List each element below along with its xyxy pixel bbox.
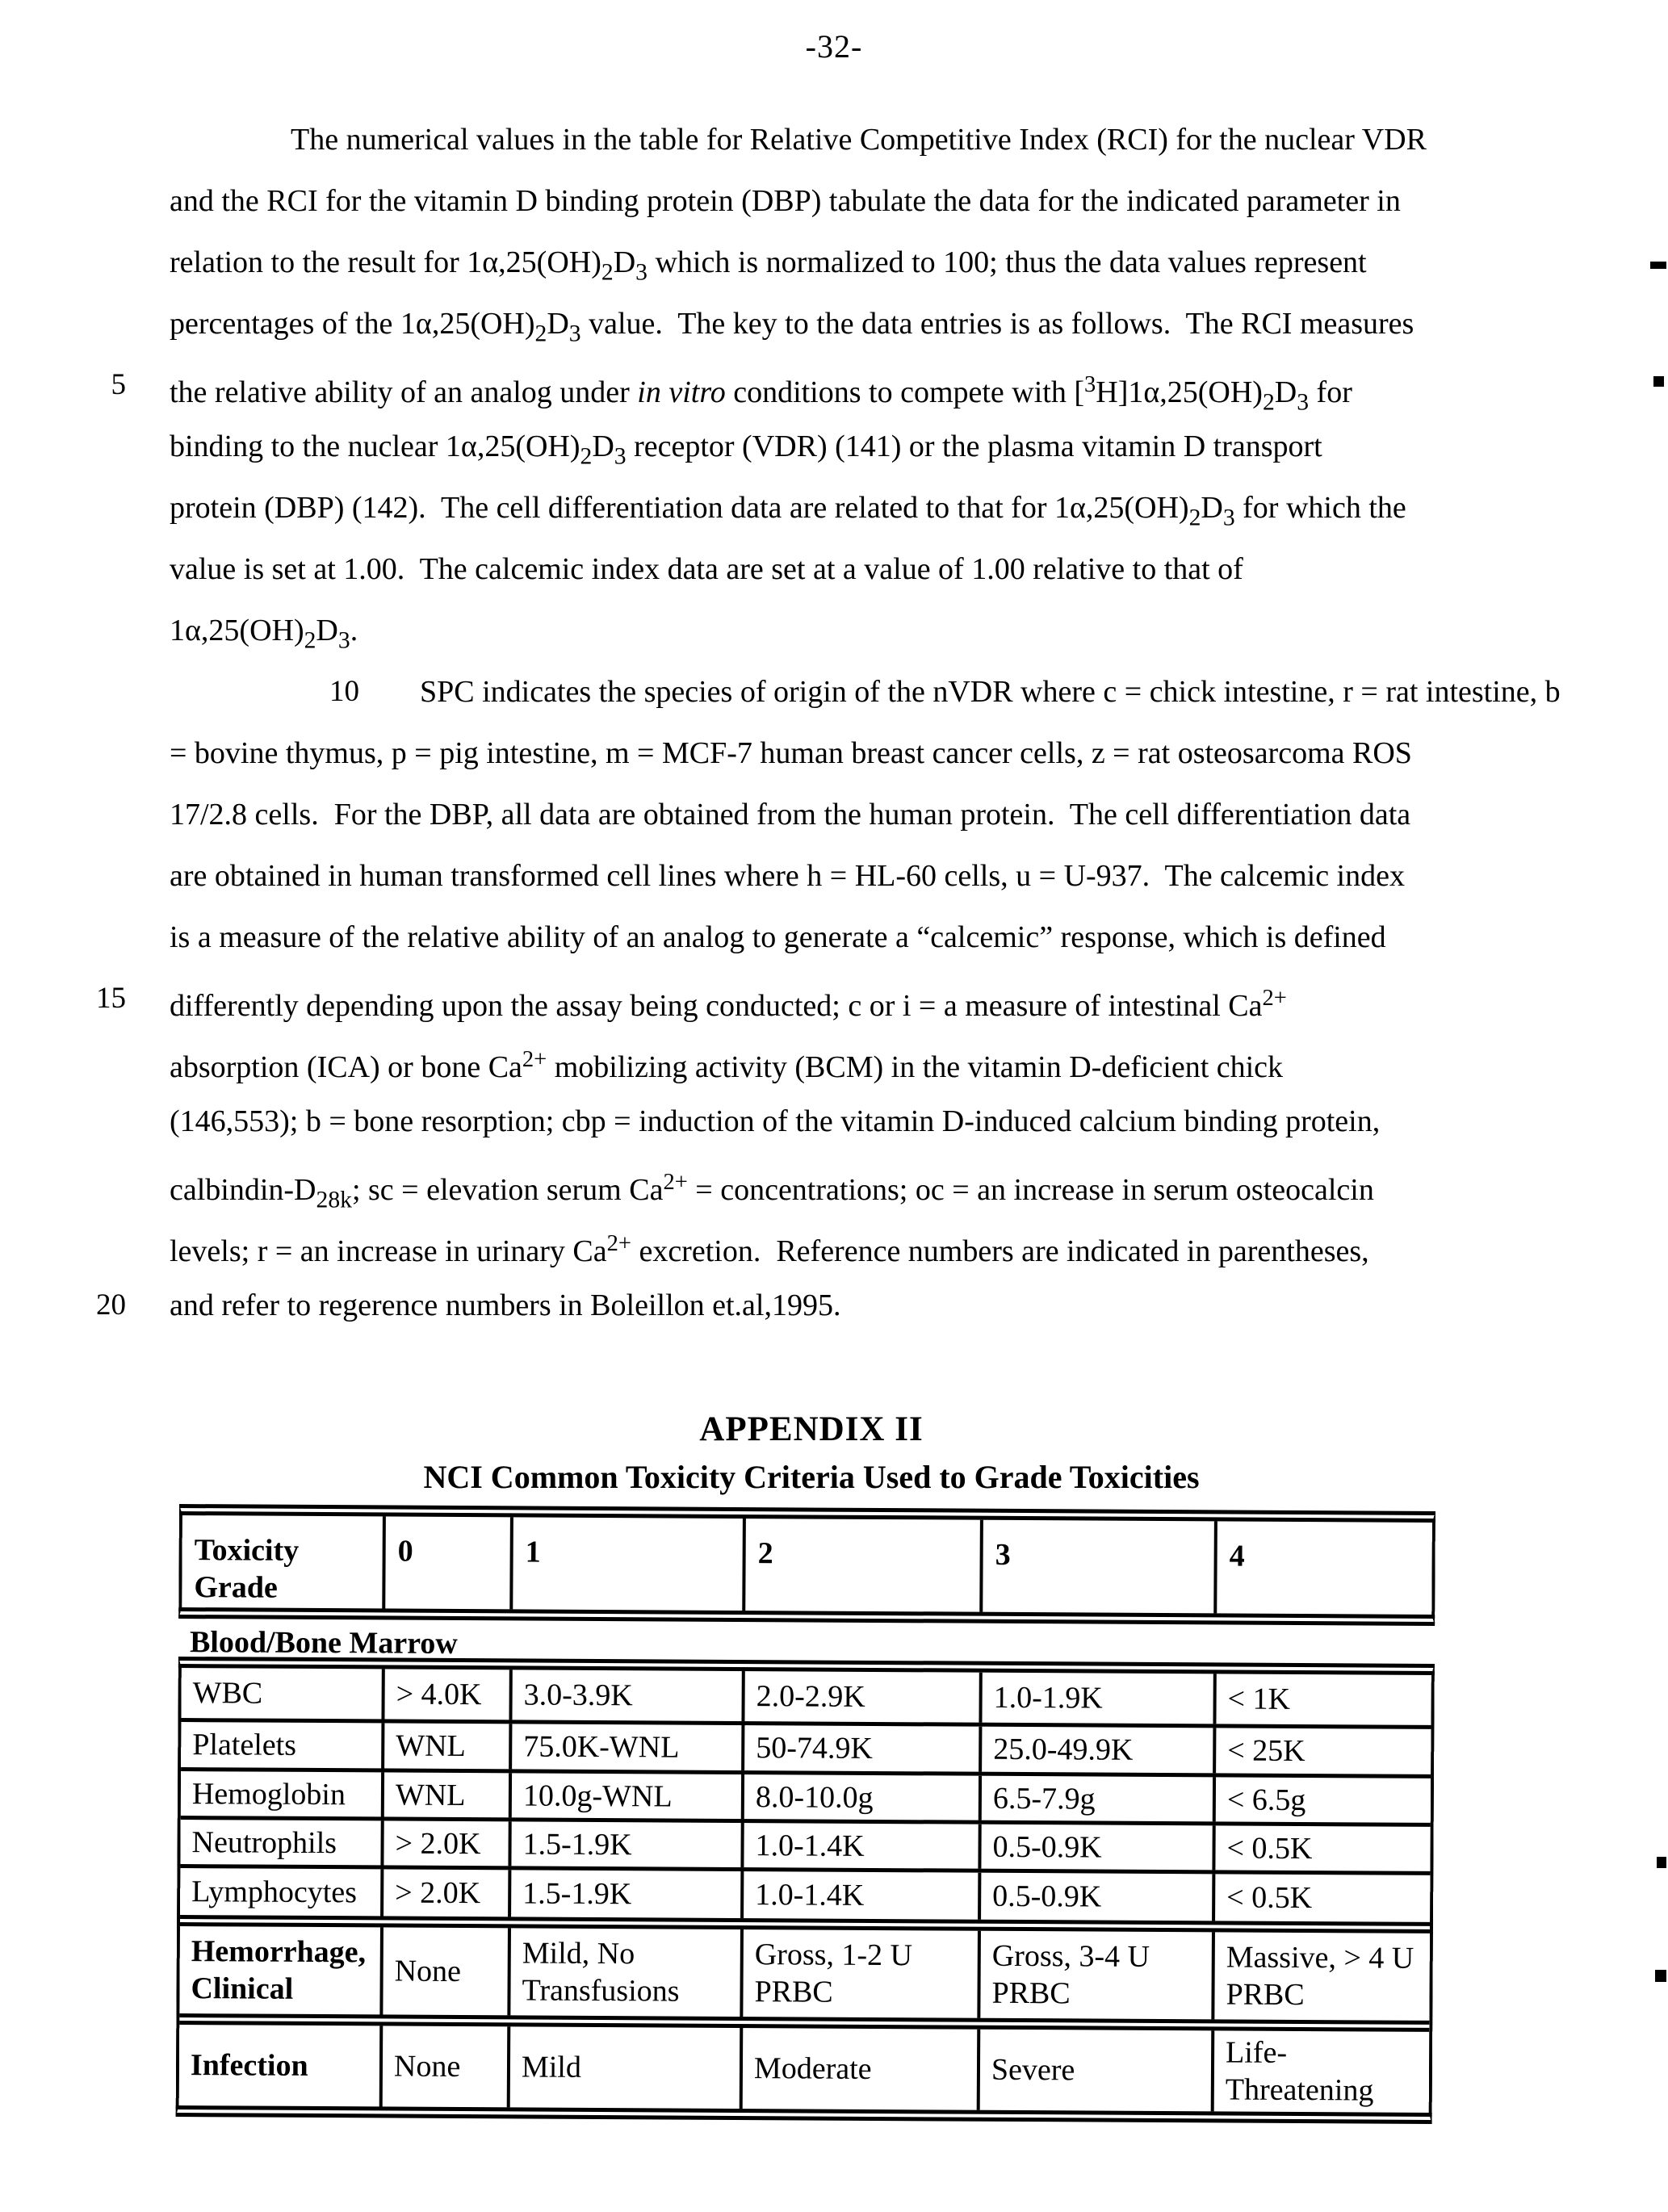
table-cell: 3.0-3.9K	[509, 1669, 741, 1721]
table-row	[181, 1767, 1431, 1823]
text-segment: protein (DBP) (142). The cell differentiation data are related to that for 1α,25(OH)	[170, 491, 1189, 525]
section-label-blood-bone-marrow: Blood/Bone Marrow	[189, 1625, 458, 1661]
table-cell: 1.5-1.9K	[508, 1821, 740, 1867]
text-segment: calbindin-D	[170, 1172, 316, 1207]
table-cell: 1.5-1.9K	[508, 1870, 740, 1918]
text-segment: the relative ability of an analog under	[170, 375, 638, 409]
margin-line-number: 20	[96, 1288, 126, 1322]
grade-header-cell: 3	[979, 1520, 1214, 1614]
scan-artifact	[1657, 1857, 1666, 1868]
table-cell: Massive, > 4 U PRBC	[1211, 1932, 1430, 2021]
table-cell: Life-Threatening	[1211, 2030, 1430, 2113]
table-cell: < 25K	[1213, 1728, 1431, 1774]
table-cell: < 1K	[1213, 1674, 1431, 1725]
body-line	[170, 426, 1461, 488]
margin-line-number: 10	[329, 675, 359, 708]
table-cell: > 2.0K	[380, 1820, 508, 1866]
text-segment: D	[316, 614, 338, 647]
table-cell: 75.0K-WNL	[509, 1724, 741, 1770]
table-cell: 0.5-0.9K	[978, 1824, 1212, 1871]
text-segment: binding to the nuclear 1α,25(OH)	[170, 429, 580, 463]
table-cell: < 0.5K	[1212, 1825, 1430, 1871]
table-cell: 1.0-1.4K	[740, 1823, 978, 1869]
grade-header-cell: 2	[742, 1519, 980, 1612]
text-segment: and refer to regerence numbers in Boleillon et.al,1995.	[170, 1288, 841, 1322]
body-line	[170, 242, 1461, 304]
text-segment: 2+	[663, 1170, 688, 1195]
table-cell: None	[379, 1927, 508, 2015]
body-line	[170, 733, 1461, 794]
text-segment: 2	[304, 627, 316, 654]
table-cell: 1.0-1.4K	[740, 1871, 978, 1920]
body-line	[170, 856, 1461, 917]
grade-header-cell: 4	[1213, 1521, 1432, 1615]
body-line	[170, 181, 1461, 242]
table-cell: Severe	[977, 2030, 1212, 2112]
scan-artifact	[1653, 376, 1664, 387]
text-segment: 3	[614, 443, 627, 470]
row-label-cell: WBC	[192, 1676, 263, 1711]
text-segment: SPC indicates the species of origin of the nVDR where c = chick intestine, r = rat intestine, b	[420, 675, 1561, 709]
text-segment: 2+	[522, 1047, 547, 1072]
text-segment: The numerical values in the table for Relative Competitive Index (RCI) for the nuclear VDR	[291, 123, 1427, 157]
text-segment: differently depending upon the assay being conducted; c or i = a measure of intestinal Ca	[170, 988, 1263, 1023]
text-segment: conditions to compete with [	[725, 375, 1085, 409]
body-line	[170, 304, 1461, 365]
text-segment: 2	[1262, 389, 1275, 416]
text-segment: 2+	[1262, 986, 1287, 1011]
text-segment: 3	[1297, 389, 1310, 416]
body-line	[170, 549, 1461, 610]
text-segment: excretion. Reference numbers are indicated in parentheses,	[631, 1234, 1369, 1268]
table-row	[179, 1915, 1430, 2021]
text-segment: D	[547, 307, 569, 341]
row-label-cell: Lymphocytes	[191, 1875, 358, 1910]
text-segment: 17/2.8 cells. For the DBP, all data are obtained from the human protein. The cell differentiation data	[170, 798, 1411, 832]
table-cell: None	[379, 2026, 508, 2107]
body-line	[170, 1163, 1461, 1224]
text-segment: 3	[337, 627, 350, 654]
body-line	[111, 365, 1461, 426]
grade-header-cell: 0	[382, 1516, 510, 1609]
text-segment: is a measure of the relative ability of an analog to generate a “calcemic” response, which is defined	[170, 920, 1386, 954]
toxicity-grade-header	[178, 1504, 1435, 1626]
text-segment: which is normalized to 100; thus the data values represent	[647, 245, 1367, 279]
text-segment: D	[1274, 375, 1297, 409]
table-cell: < 0.5K	[1212, 1874, 1430, 1922]
text-segment: relation to the result for 1α,25(OH)	[170, 245, 601, 279]
text-segment: D	[613, 245, 636, 279]
appendix-subtitle: NCI Common Toxicity Criteria Used to Grade Toxicities	[423, 1459, 1200, 1495]
text-segment: 2	[580, 443, 593, 470]
text-segment: H]1α,25(OH)	[1096, 375, 1263, 409]
text-segment: absorption (ICA) or bone Ca	[170, 1049, 522, 1084]
body-line	[170, 1224, 1461, 1285]
body-line	[170, 1101, 1461, 1163]
table-cell: 2.0-2.9K	[741, 1671, 979, 1723]
text-segment: for	[1309, 375, 1352, 409]
text-segment: ; sc = elevation serum Ca	[351, 1172, 664, 1207]
text-segment: (146,553); b = bone resorption; cbp = induction of the vitamin D-induced calcium binding protein,	[170, 1104, 1381, 1138]
table-cell: 6.5-7.9g	[979, 1776, 1213, 1822]
table-cell: 50-74.9K	[741, 1725, 979, 1772]
body-line	[170, 794, 1461, 856]
toxicity-table	[176, 1504, 1435, 2124]
text-segment: levels; r = an increase in urinary Ca	[170, 1234, 607, 1268]
toxicity-grade-label: Toxicity Grade	[194, 1533, 300, 1605]
text-segment: and the RCI for the vitamin D binding protein (DBP) tabulate the data for the indicated parameter in	[170, 184, 1401, 218]
text-segment: are obtained in human transformed cell lines where h = HL-60 cells, u = U-937. The calcemic index	[170, 859, 1405, 893]
body-line	[170, 1040, 1461, 1101]
table-cell: Mild	[507, 2026, 740, 2109]
body-line	[170, 488, 1461, 549]
table-row	[181, 1718, 1431, 1774]
body-text	[96, 119, 1561, 1347]
table-cell: > 4.0K	[381, 1669, 509, 1720]
text-segment: percentages of the 1α,25(OH)	[170, 307, 535, 341]
table-cell: Mild, No Transfusions	[507, 1928, 740, 2017]
table-cell: Gross, 3-4 U PRBC	[977, 1931, 1212, 2020]
text-segment: mobilizing activity (BCM) in the vitamin D-deficient chick	[547, 1049, 1284, 1084]
table-row	[179, 2013, 1430, 2113]
table-cell: Moderate	[740, 2028, 978, 2110]
table-cell: 8.0-10.0g	[741, 1774, 979, 1820]
table-cell: Gross, 1-2 U PRBC	[740, 1929, 978, 2018]
text-segment: 1α,25(OH)	[170, 614, 304, 647]
text-segment: 3	[568, 320, 581, 347]
margin-line-number: 5	[111, 368, 126, 401]
text-segment: 2	[601, 259, 614, 286]
text-segment: in vitro	[637, 375, 726, 409]
text-segment: 2	[1188, 505, 1201, 531]
margin-line-number: 15	[96, 982, 126, 1015]
text-segment: = concentrations; oc = an increase in serum osteocalcin	[687, 1172, 1374, 1207]
text-segment: 3	[1222, 505, 1235, 531]
text-segment: receptor (VDR) (141) or the plasma vitamin D transport	[626, 429, 1322, 463]
text-segment: 3	[635, 259, 648, 286]
text-segment: D	[1201, 491, 1223, 525]
body-line	[96, 978, 1461, 1040]
body-line	[170, 917, 1461, 978]
text-segment: value. The key to the data entries is as follows. The RCI measures	[580, 307, 1414, 341]
table-cell: WNL	[381, 1772, 509, 1817]
text-segment: 2	[534, 320, 547, 347]
row-label-cell: Hemoglobin	[191, 1776, 346, 1812]
table-cell: 0.5-0.9K	[978, 1873, 1212, 1921]
table-row	[180, 1816, 1430, 1871]
table-cell: 25.0-49.9K	[979, 1727, 1213, 1774]
text-segment: for which the	[1234, 491, 1406, 525]
scan-artifact	[1650, 262, 1666, 269]
table-cell: > 2.0K	[380, 1869, 508, 1917]
table-cell: 10.0g-WNL	[509, 1773, 741, 1819]
table-cell: < 6.5g	[1213, 1777, 1431, 1823]
text-segment: 3	[1084, 372, 1096, 397]
text-segment: D	[592, 429, 614, 463]
row-label-cell: Platelets	[192, 1728, 297, 1762]
body-line	[170, 610, 1461, 672]
page-number: -32-	[805, 28, 863, 65]
text-segment: 28k	[316, 1187, 352, 1213]
body-line	[96, 1285, 1461, 1347]
scan-artifact	[1655, 1970, 1666, 1982]
grade-header-cell: 1	[509, 1517, 743, 1611]
table-cell: WNL	[381, 1723, 509, 1769]
table-row	[180, 1864, 1430, 1922]
text-segment: value is set at 1.00. The calcemic index data are set at a value of 1.00 relative to that of	[170, 552, 1243, 586]
text-segment: .	[350, 614, 358, 647]
row-label-cell: Hemorrhage, Clinical	[191, 1934, 367, 2006]
row-label-cell: Neutrophils	[191, 1824, 337, 1860]
body-line	[170, 119, 1461, 181]
table-row	[181, 1668, 1431, 1725]
row-label-cell: Infection	[190, 2048, 308, 2083]
body-line	[170, 672, 1561, 733]
table-cell: 1.0-1.9K	[979, 1673, 1213, 1724]
appendix-title: APPENDIX II	[699, 1410, 924, 1448]
text-segment: 2+	[606, 1231, 631, 1256]
toxicity-data-table	[176, 1657, 1435, 2124]
text-segment: = bovine thymus, p = pig intestine, m = MCF-7 human breast cancer cells, z = rat osteosarcoma ROS	[170, 736, 1412, 770]
